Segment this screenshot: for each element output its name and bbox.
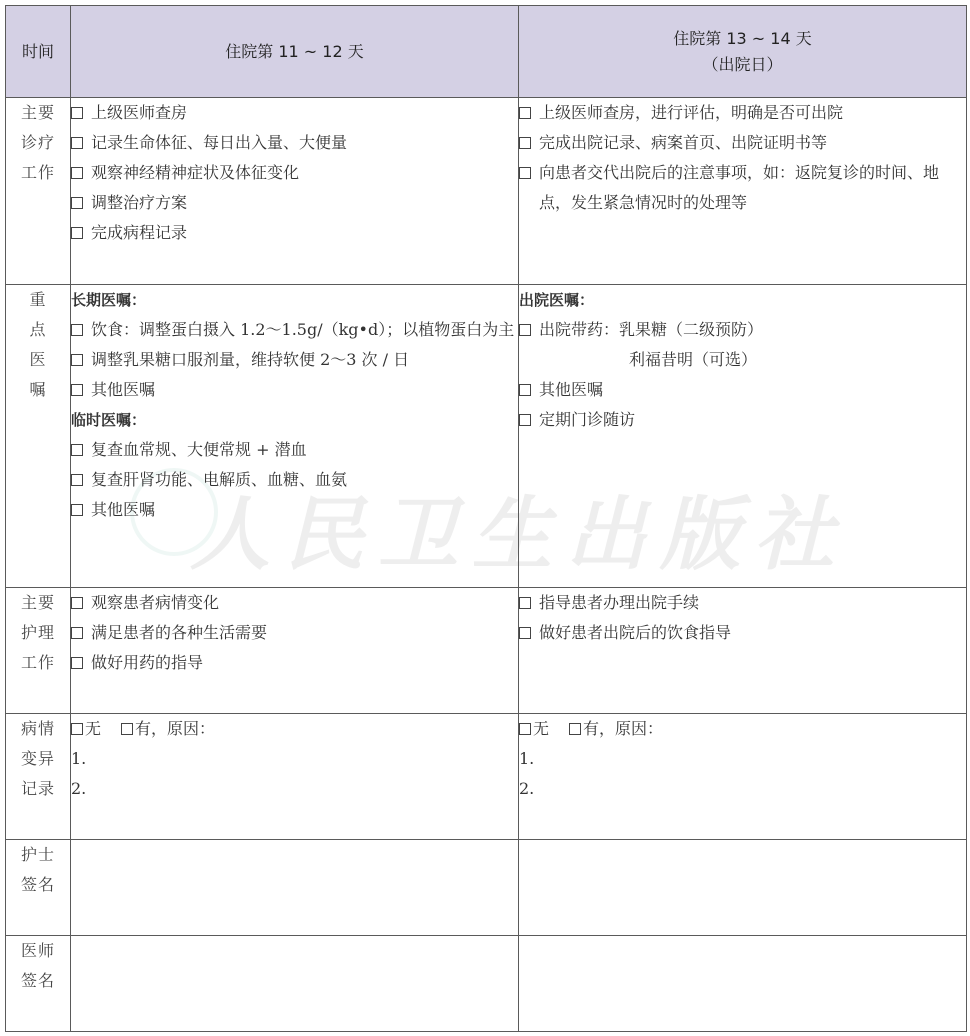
variance-choice: 无 有，原因： [519, 714, 966, 744]
orders-day-cell [71, 285, 519, 588]
variance-line-2[interactable]: 2. [71, 779, 87, 798]
checkbox[interactable] [71, 167, 83, 179]
checkbox[interactable] [519, 324, 531, 336]
diagnosis-out-cell [519, 98, 967, 285]
checkbox[interactable] [71, 324, 83, 336]
checklist-item: 定期门诊随访 [519, 405, 966, 435]
checklist-item: 做好患者出院后的饮食指导 [519, 618, 966, 648]
checkbox[interactable] [71, 107, 83, 119]
header-time: 时间 [6, 6, 71, 98]
checkbox[interactable] [519, 137, 531, 149]
checklist-item: 做好用药的指导 [71, 648, 518, 678]
row-label-line: 记录 [20, 779, 55, 798]
checkbox[interactable] [71, 227, 83, 239]
checklist-item: 复查肝肾功能、电解质、血糖、血氨 [71, 465, 518, 495]
row-label-nursing [6, 588, 71, 714]
checkbox[interactable] [519, 384, 531, 396]
checklist-item: 其他医嘱 [71, 495, 518, 525]
variance-day-cell [71, 714, 519, 840]
row-diagnosis [6, 98, 967, 285]
temporary-orders-title: 临时医嘱： [71, 411, 147, 429]
row-label-orders [6, 285, 71, 588]
row-variance [6, 714, 967, 840]
checkbox[interactable] [71, 137, 83, 149]
checkbox[interactable] [519, 627, 531, 639]
doctor-sign-day-field[interactable] [71, 936, 519, 1032]
checklist-item: 出院带药：乳果糖（二级预防） [519, 315, 966, 345]
checkbox-yes[interactable] [121, 723, 133, 735]
checkbox[interactable] [71, 384, 83, 396]
nurse-sign-out-field[interactable] [519, 840, 967, 936]
row-label-line: 病情 [20, 719, 55, 738]
row-label-diagnosis [6, 98, 71, 285]
checklist-item: 完成病程记录 [71, 218, 518, 248]
variance-choice: 无 有，原因： [71, 714, 518, 744]
row-label-line: 医师 [20, 941, 55, 960]
doctor-sign-out-field[interactable] [519, 936, 967, 1032]
checkbox[interactable] [71, 197, 83, 209]
row-label-line: 点 [29, 320, 47, 339]
checklist-item: 上级医师查房 [71, 98, 518, 128]
header-day-13-14-line1: 住院第 13 ~ 14 天 [673, 28, 812, 48]
header-discharge-day: （出院日） [702, 54, 783, 74]
checkbox[interactable] [71, 474, 83, 486]
row-label-variance [6, 714, 71, 840]
checkbox[interactable] [519, 597, 531, 609]
header-day-11-12: 住院第 11 ~ 12 天 [71, 6, 519, 98]
row-label-line: 嘱 [29, 380, 47, 399]
checkbox[interactable] [71, 504, 83, 516]
diagnosis-day-cell [71, 98, 519, 285]
row-label-line: 护理 [20, 623, 55, 642]
row-label-line: 工作 [20, 163, 55, 182]
row-label-line: 变异 [20, 749, 55, 768]
header-row [6, 6, 967, 98]
checklist-item: 其他医嘱 [519, 375, 966, 405]
checklist-item: 饮食：调整蛋白摄入 1.2～1.5g/（kg•d）；以植物蛋白为主 [71, 315, 518, 345]
checklist-item: 上级医师查房，进行评估，明确是否可出院 [519, 98, 966, 128]
watermark: 人民卫生出版社 [190, 487, 848, 581]
row-label-line: 重 [29, 290, 47, 309]
checklist-item: 观察患者病情变化 [71, 588, 518, 618]
checkbox[interactable] [71, 354, 83, 366]
checkbox-none[interactable] [519, 723, 531, 735]
checklist-item: 指导患者办理出院手续 [519, 588, 966, 618]
variance-line-1[interactable]: 1. [71, 749, 87, 768]
row-label-line: 工作 [20, 653, 55, 672]
nursing-out-cell [519, 588, 967, 714]
clinical-pathway-table [5, 5, 967, 1032]
row-label-line: 护士 [20, 845, 55, 864]
checklist-item: 完成出院记录、病案首页、出院证明书等 [519, 128, 966, 158]
row-doctor-sign [6, 936, 967, 1032]
checklist-item: 记录生命体征、每日出入量、大便量 [71, 128, 518, 158]
checklist-item: 观察神经精神症状及体征变化 [71, 158, 518, 188]
row-label-doctor-sign [6, 936, 71, 1032]
checkbox[interactable] [71, 597, 83, 609]
checklist-item: 向患者交代出院后的注意事项，如：返院复诊的时间、地点，发生紧急情况时的处理等 [519, 158, 966, 218]
checkbox[interactable] [519, 167, 531, 179]
orders-out-cell [519, 285, 967, 588]
row-label-line: 主要 [20, 103, 55, 122]
row-nurse-sign [6, 840, 967, 936]
long-term-orders-title: 长期医嘱： [71, 291, 147, 309]
row-label-line: 医 [29, 350, 47, 369]
row-label-line: 签名 [20, 971, 55, 990]
checkbox[interactable] [71, 657, 83, 669]
row-label-line: 签名 [20, 875, 55, 894]
row-label-line: 诊疗 [20, 133, 55, 152]
checklist-item: 其他医嘱 [71, 375, 518, 405]
checkbox[interactable] [519, 107, 531, 119]
checkbox[interactable] [519, 414, 531, 426]
variance-line-2[interactable]: 2. [519, 779, 535, 798]
discharge-drug-2: 利福昔明（可选） [629, 350, 758, 369]
checkbox-none[interactable] [71, 723, 83, 735]
checklist-item: 满足患者的各种生活需要 [71, 618, 518, 648]
checkbox[interactable] [71, 444, 83, 456]
header-day-13-14 [519, 6, 967, 98]
row-label-nurse-sign [6, 840, 71, 936]
row-label-line: 主要 [20, 593, 55, 612]
discharge-orders-title: 出院医嘱： [519, 291, 595, 309]
checklist-item: 复查血常规、大便常规 + 潜血 [71, 435, 518, 465]
variance-out-cell [519, 714, 967, 840]
nursing-day-cell [71, 588, 519, 714]
variance-line-1[interactable]: 1. [519, 749, 535, 768]
checklist-item: 调整乳果糖口服剂量，维持软便 2～3 次 / 日 [71, 345, 518, 375]
row-nursing [6, 588, 967, 714]
checkbox[interactable] [71, 627, 83, 639]
checklist-item: 调整治疗方案 [71, 188, 518, 218]
nurse-sign-day-field[interactable] [71, 840, 519, 936]
row-orders [6, 285, 967, 588]
checkbox-yes[interactable] [569, 723, 581, 735]
